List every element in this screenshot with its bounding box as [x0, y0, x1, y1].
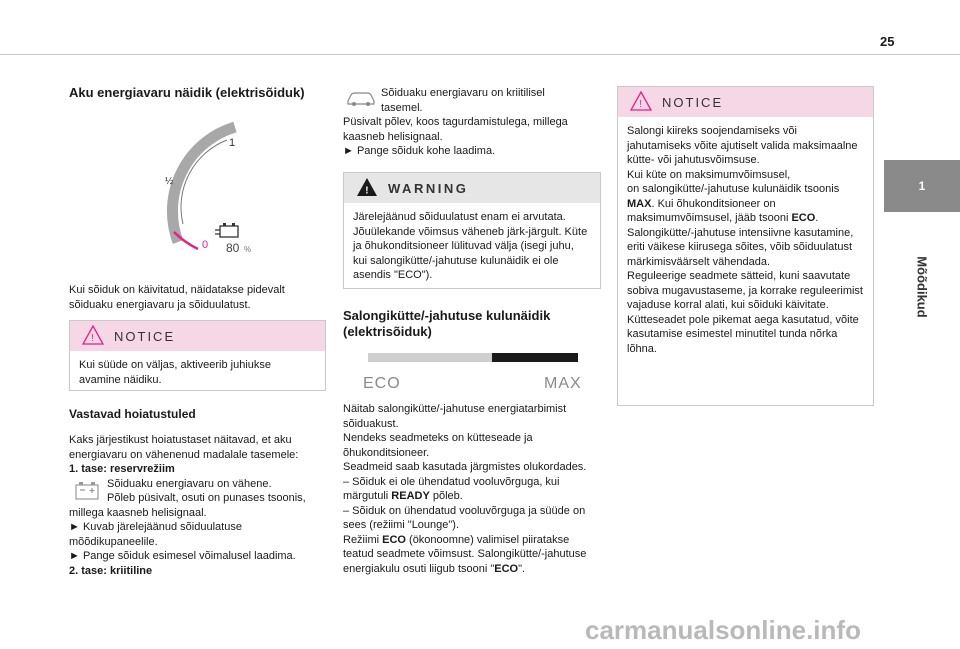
notice-box-header — [70, 321, 325, 351]
chapter-tab-label: Mõõdikud — [914, 256, 930, 318]
gauge-unit: % — [244, 245, 252, 254]
consumption-bar-eco-zone — [368, 353, 492, 362]
notice-triangle-icon-2 — [630, 91, 652, 111]
critical-action: ► Pange sõiduk kohe laadima. — [343, 145, 496, 157]
gauge-intro-text: Kui sõiduk on käivitatud, näidatakse pidevalt sõiduaku energiavaru ja sõiduulatust. — [69, 284, 285, 311]
level1-action2: ► Pange sõiduk esimesel võimalusel laadima. — [69, 550, 296, 562]
gauge-readout: 80 — [226, 241, 240, 255]
chapter-tab[interactable]: 1 — [884, 160, 960, 212]
warning-box-header — [344, 173, 600, 203]
warning-box — [343, 172, 601, 289]
consumption-bar-max-zone — [492, 353, 578, 362]
level-section — [69, 433, 331, 578]
gauge-label-0: 0 — [202, 239, 209, 251]
battery-plug-icon — [215, 223, 238, 237]
notice-title: NOTICE — [114, 328, 176, 344]
level1-action: ► Kuvab järelejäänud sõiduulatuse mõõdikupaneelile. — [69, 521, 242, 548]
notice-box-2-header — [618, 87, 873, 117]
svg-text:!: ! — [365, 185, 372, 197]
gauge-label-1: 1 — [229, 137, 236, 149]
svg-text:!: ! — [639, 99, 645, 110]
critical-rest: Püsivalt põlev, koos tagurdamistulega, millega kaasneb helisignaal. — [343, 116, 568, 143]
notice-triangle-icon — [82, 325, 104, 345]
warning-title: WARNING — [388, 180, 469, 196]
warning-triangle-icon — [356, 177, 378, 197]
svg-text:!: ! — [91, 333, 97, 344]
gauge-label-half: ½ — [165, 176, 174, 187]
notice-box-2 — [617, 86, 874, 406]
level1-icon-row: Sõiduaku energiavaru on vähene. Põleb püsivalt, osuti on punases tsoonis, — [69, 477, 331, 506]
warnings-heading: Vastavad hoiatustuled — [69, 407, 196, 421]
level2-title: 2. tase: kriitiline — [69, 564, 153, 577]
climate-consumption-heading: Salongikütte/-jahutuse kulunäidik (elektrisõiduk) — [343, 308, 551, 339]
level1-rest: millega kaasneb helisignaal. — [69, 506, 207, 519]
max-label: MAX — [544, 375, 582, 392]
level1-title: 1. tase: reservrežiim — [69, 463, 175, 475]
top-divider — [0, 54, 960, 55]
page-number: 25 — [880, 34, 895, 49]
warnings-intro: Kaks järjestikust hoiatustaset näitavad, et aku energiavaru on vähenenud madalale tasemele: — [69, 434, 299, 461]
notice-box-1 — [69, 320, 326, 391]
battery-reserve-icon — [73, 480, 101, 502]
battery-gauge-illustration — [138, 114, 288, 264]
critical-section — [343, 86, 601, 159]
battery-gauge-heading: Aku energiavaru näidik (elektrisõiduk) — [69, 85, 305, 100]
notice-2-text: Salongi kiireks soojendamiseks või jahutamiseks võite ajutiselt valida maksimaalne kütte- või jahutusvõimsuse. Kui küte on maksimumvõimsusel, on salongikütte/-jahutuse kulunäidik tsoonis MAX. Kui õhukonditsioneer on maksimumvõimsusel, jääb tsooni ECO. Salongikütte/-jahutuse intensiivne kasutamine, eriti väikese kiirusega sõites, võib sõiduulatust märkimisväärselt vähendada. Reguleerige seadmete sätteid, kuni saavutate sobiva mugavustaseme, ja korrake reguleerimist vajaduse korral alati, kui sõiduki käivitate. Kütteseadet pole pikemat aega kasutatud, võite kasutamise esimestel minutitel tunda nõrka lõhna. — [627, 125, 863, 355]
car-critical-icon — [345, 88, 377, 108]
watermark: carmanualsonline.info — [585, 615, 861, 645]
climate-description: Näitab salongikütte/-jahutuse energiatarbimist sõiduakust. Nendeks seadmeteks on kütteseade ja õhukonditsioneer. Seadmeid saab kasutada järgmistes olukordades. – Sõiduk ei ole ühendatud vooluvõrguga, kui märgutuli READY põleb. – Sõiduk on ühendatud vooluvõrguga ja süüde on sees (režiimi "Lounge"). Režiimi ECO (ökonoomne) valimisel piiratakse teatud seadmete võimsust. Salongikütte/-jahutuse energiakulu osuti liigub tsooni "ECO". — [343, 403, 587, 575]
notice-text: Kui süüde on väljas, aktiveerib juhiukse avamine näidiku. — [79, 359, 272, 386]
eco-label: ECO — [363, 375, 401, 392]
notice-2-title: NOTICE — [662, 94, 724, 110]
critical-icon-row: Sõiduaku energiavaru on kriitilisel tasemel. — [343, 86, 601, 115]
warning-text: Järelejäänud sõiduulatust enam ei arvutata. Jõuülekande võimsus väheneb järk-järgult. Küte ja õhukonditsioneer lülituvad välja (isegi juhu, kui salongikütte/-jahutuse kulunäidik ei ole asendis "ECO"). — [353, 211, 588, 281]
